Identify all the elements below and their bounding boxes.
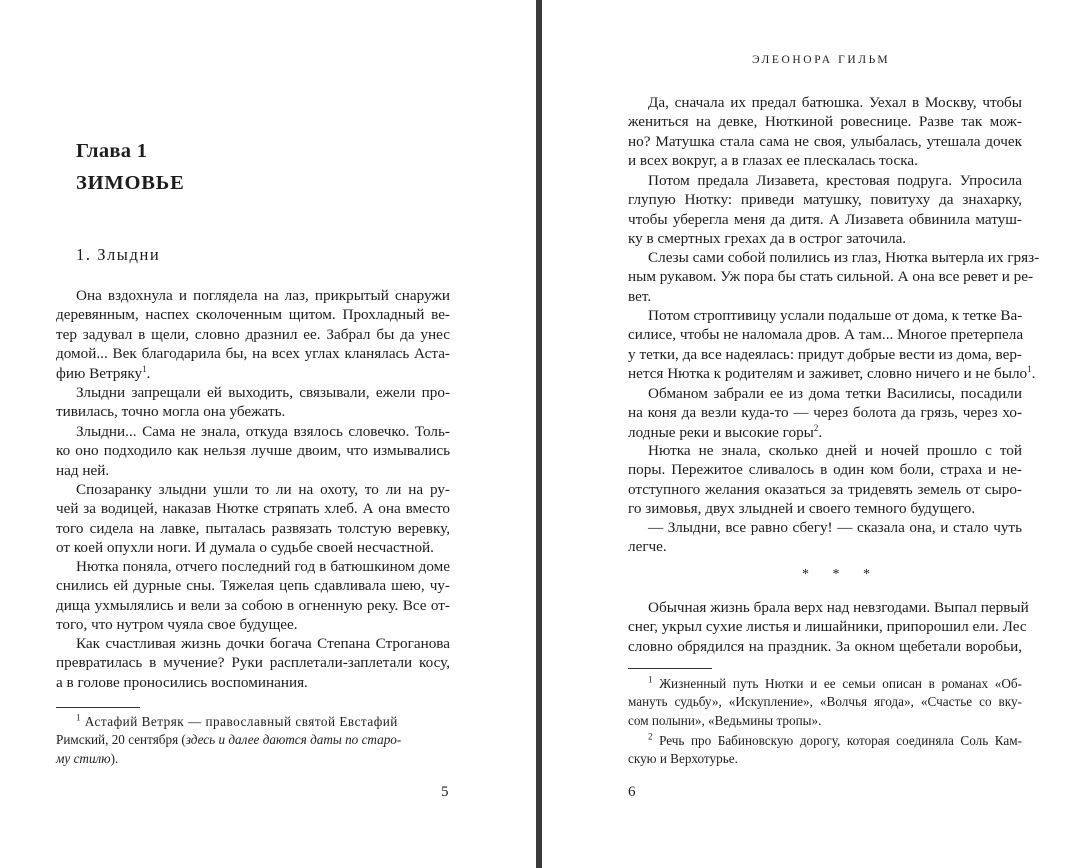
section-title: 1. Злыдни — [76, 245, 161, 264]
text-line: дища ухмылялись и вели за собою в огненную реку. Все от- — [56, 596, 450, 614]
text-line: того, что нутром чуяла свое будущее. — [56, 616, 298, 634]
right-page — [542, 0, 1078, 868]
text-line: жениться на девке, Нюткиной ровеснице. Разве так мож- — [628, 113, 1022, 131]
chapter-label: Глава 1 — [76, 140, 148, 162]
text-line: ным рукавом. Уж пора бы стать сильной. А она все ревет и ре- — [628, 268, 1034, 286]
text-line: фию Ветряку — [56, 364, 143, 382]
paragraph: Потом строптивицу услали подальше от дома, к тетке Ва- силисе, чтобы не наломала дров. А там... Многое претерпела у тетки, да все надеялась: придут добрые вести из дома, вер- нется Нютка к родителям и заживет, словно ничего и не было$^1$. — [628, 307, 1036, 383]
paragraph — [56, 383, 450, 422]
text-line: лодные реки и высокие горы — [628, 423, 814, 441]
text-line: превратилась в мучение? Руки расплетали-заплетали косу, — [56, 654, 450, 672]
paragraph — [628, 441, 1022, 519]
footnote-mark: 1 — [142, 363, 147, 374]
text-line: нется Нютка к родителям и заживет, словно ничего и не было — [628, 365, 1028, 383]
page-number: 5 — [441, 784, 449, 800]
footnote-mark: 2 — [813, 422, 819, 433]
text-line: но? Матушка стала сама не своя, улыбалась, утешала дочек — [628, 132, 1022, 150]
text-line: сом полыни», «Ведьмины тропы». — [628, 712, 822, 728]
paragraph — [56, 480, 450, 558]
text-line: тер задувал в щели, словно дразнил ее. Забрал бы да унес — [56, 325, 450, 343]
text-line: силисе, чтобы не наломала дров. А там... Многое претерпела — [628, 326, 1024, 344]
footnote-rule — [628, 668, 712, 669]
chapter-title: ЗИМОВЬЕ — [76, 172, 185, 194]
footnote — [628, 675, 1022, 730]
text-line: Она вздохнула и поглядела на лаз, прикрытый снаружи — [76, 287, 450, 304]
footnote — [628, 732, 1022, 769]
text-line: — Злыдни, все равно сбегу! — сказала она, и стало чуть — [648, 519, 1022, 536]
text-line: словно обрядился на праздник. За окном щебетали воробьи, — [628, 637, 1022, 655]
text-line: Нютка поняла, отчего последний год в батюшкином доме — [76, 558, 450, 575]
footnote-mark: 1 — [76, 712, 81, 723]
footnote-mark: 1 — [648, 674, 653, 685]
text-line: му стилю — [56, 750, 111, 766]
footnote-rule — [56, 707, 140, 708]
text-line: легче. — [628, 538, 667, 556]
text-line: мануть судьбу», «Искупление», «Волчья ягода», «Счастье со вку- — [628, 694, 1022, 710]
text-line: вет. — [628, 287, 652, 305]
text-line: ку в смертных грехах да в острог заточила. — [628, 230, 907, 248]
text-line: а в голове проносились воспоминания. — [56, 673, 308, 691]
section-separator: * * * — [802, 567, 880, 582]
text-line: отступного желания оказаться за тридевять земель от сыро- — [628, 480, 1022, 498]
text-line: Обманом забрали ее из дома тетки Василисы, посадили — [648, 385, 1022, 402]
text-line: Как счастливая жизнь дочки богача Степана Строганова — [76, 635, 450, 652]
footnote — [56, 713, 450, 768]
text-line: здесь и далее даются даты по старо- — [185, 732, 402, 748]
text-line: го зимовья, двух злыдней и своего темного будущего. — [628, 500, 976, 518]
text-line: Злыдни запрещали ей выходить, связывали, ежели про- — [76, 384, 450, 401]
text-line: тивилась, точно могла она убежать. — [56, 403, 286, 421]
text-line: над ней. — [56, 461, 110, 479]
paragraph: Она вздохнула и поглядела на лаз, прикрытый снаружи деревянным, наспех сколоченным щитом. Прохладный ве- тер задувал в щели, словно дразнил ее. Забрал бы да унес домой... Век благодарила бы, на всех углах кланялась Аста- фию Ветряку$^1$. — [56, 287, 450, 382]
text-line: Астафий Ветряк — православный святой Евстафий — [84, 714, 398, 729]
text-line: Слезы сами собой полились из глаз, Нютка вытерла их гряз- — [648, 249, 1040, 266]
text-line: Потом строптивицу услали подальше от дома, к тетке Ва- — [648, 307, 1023, 324]
paragraph — [628, 93, 1022, 171]
text-line: снились ей дурные сны. Тяжелая цепь сдавливала шею, чу- — [56, 577, 450, 595]
text-line: на коня да везли куда-то — через болота да грязь, через хо- — [628, 404, 1022, 422]
text-line: ). — [110, 750, 119, 766]
left-page — [0, 0, 536, 868]
text-line: ко оно подходило как нельзя лучше двоим, что измывались — [56, 442, 450, 460]
text-line: и всех вокруг, а в глазах ее плескалась тоска. — [628, 152, 918, 170]
text-line: чтобы уберегла меня да дитя. А Лизавета обвинила матуш- — [628, 210, 1022, 228]
paragraph — [56, 422, 450, 480]
text-line: Римский, 20 сентября ( — [56, 732, 186, 748]
text-line: у тетки, да все надеялась: придут добрые вести из дома, вер- — [628, 345, 1022, 363]
text-line: Нютка не знала, сколько дней и ночей прошло с той — [648, 442, 1022, 459]
paragraph — [56, 634, 450, 692]
text-line: глупую Нютку: приведи матушку, повитуху да знахарку, — [628, 191, 1022, 209]
text-line: Потом предала Лизавета, крестовая подруга. Упросила — [648, 172, 1022, 189]
text-line: Спозаранку злыдни ушли то ли на охоту, то ли на ру- — [76, 481, 450, 498]
text-line: поры. Пережитое сливалось в один ком боли, страха и не- — [628, 461, 1022, 479]
footnote-mark: 2 — [648, 731, 653, 742]
text-line: домой... Век благодарила бы, на всех углах кланялась Аста- — [56, 345, 450, 363]
text-line: от коей опухли ноги. И думала о судьбе своей несчастной. — [56, 539, 434, 557]
text-line: деревянным, наспех сколоченным щитом. Прохладный ве- — [56, 306, 450, 324]
paragraph — [628, 598, 1029, 656]
page-number: 6 — [628, 784, 636, 800]
paragraph — [628, 248, 1040, 306]
text-line: Обычная жизнь брала верх над невзгодами. Выпал первый — [648, 599, 1029, 616]
text-line: чей за водицей, наказав Нютке стряпать хлеб. А она вместо — [56, 500, 450, 518]
paragraph — [628, 518, 1022, 557]
paragraph — [56, 557, 450, 635]
text-line: Злыдни... Сама не знала, откуда взялось словечко. Толь- — [76, 423, 450, 440]
text-line: скую и Верхотурье. — [628, 751, 738, 767]
text-line: снег, укрыл сухие листья и лишайники, припорошил ели. Лес — [628, 618, 1027, 636]
text-line: Речь про Бабиновскую дорогу, которая соединяла Соль Кам- — [659, 733, 1023, 748]
paragraph: Обманом забрали ее из дома тетки Василисы, посадили на коня да везли куда-то — через болота да грязь, через хо- лодные реки и высокие горы$^2$. — [628, 385, 1022, 441]
text-line: Жизненный путь Нютки и ее семьи описан в романах «Об- — [659, 676, 1023, 691]
running-head: ЭЛЕОНОРА ГИЛЬМ — [752, 54, 891, 66]
text-line: того сидела на лавке, пыталась развязать толстую веревку, — [56, 519, 450, 537]
paragraph — [628, 171, 1022, 249]
text-line: Да, сначала их предал батюшка. Уехал в Москву, чтобы — [648, 94, 1022, 111]
footnote-mark: 1 — [1027, 364, 1032, 375]
